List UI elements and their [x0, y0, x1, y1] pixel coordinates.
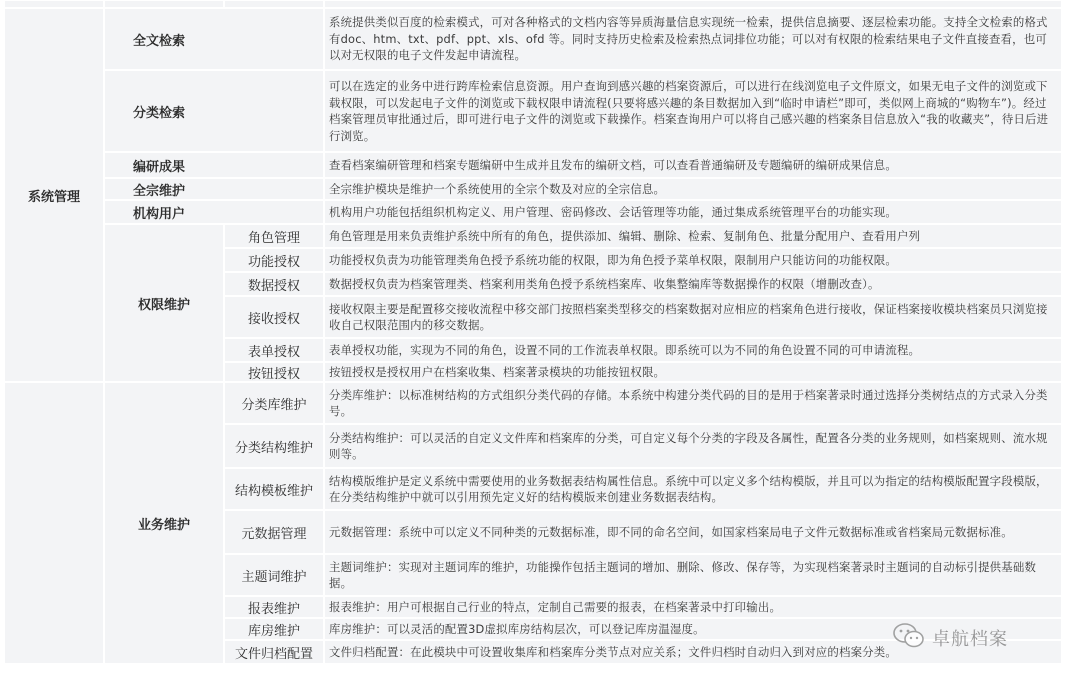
row-name: 接收授权 — [224, 296, 324, 338]
row-description: 表单授权功能，实现为不同的角色，设置不同的工作流表单权限。即系统可以为不同的角色设置不同的可申请流程。 — [324, 338, 1062, 362]
table-cell-top — [224, 0, 324, 8]
row-description: 文件归档配置：在此模块中可设置收集库和档案库分类节点对应关系；文件归档时自动归入到对应的档案分类。 — [324, 640, 1062, 664]
row-description: 分类库维护：以标准树结构的方式组织分类代码的存储。本系统中构建分类代码的目的是用于档案著录时通过选择分类树结点的方式录入分类号。 — [324, 382, 1062, 424]
row-name: 功能授权 — [224, 248, 324, 272]
row-name: 结构模板维护 — [224, 468, 324, 510]
row-description: 数据授权负责为档案管理类、档案利用类角色授予系统档案库、收集整编库等数据操作的权限（增删改查）。 — [324, 272, 1062, 296]
row-description: 机构用户功能包括组织机构定义、用户管理、密码修改、会话管理等功能，通过集成系统管理平台的功能实现。 — [324, 200, 1062, 224]
category-business-maintenance: 业务维护 — [104, 382, 224, 664]
row-description: 按钮授权是授权用户在档案收集、档案著录模块的功能按钮权限。 — [324, 362, 1062, 382]
row-name: 角色管理 — [224, 224, 324, 248]
watermark — [892, 622, 1008, 654]
row-description: 查看档案编研管理和档案专题编研中生成并且发布的编研文档，可以查看普通编研及专题编研的编研成果信息。 — [324, 152, 1062, 178]
row-name: 报表维护 — [224, 596, 324, 618]
row-name: 全宗维护 — [104, 178, 324, 200]
table-cell-top — [4, 0, 104, 8]
row-name: 库房维护 — [224, 618, 324, 640]
row-description: 库房维护：可以灵活的配置3D虚拟库房结构层次，可以登记库房温湿度。 — [324, 618, 1062, 640]
row-name: 数据授权 — [224, 272, 324, 296]
row-description: 元数据管理：系统中可以定义不同种类的元数据标准，即不同的命名空间，如国家档案局电子文件元数据标准或省档案局元数据标准。 — [324, 510, 1062, 554]
row-description: 分类结构维护：可以灵活的自定义文件库和档案库的分类，可自定义每个分类的字段及各属性，配置各分类的业务规则，如档案规则、流水规则等。 — [324, 424, 1062, 468]
row-name: 表单授权 — [224, 338, 324, 362]
row-description: 功能授权负责为功能管理类角色授予系统功能的权限，即为角色授予菜单权限，限制用户只能访问的功能权限。 — [324, 248, 1062, 272]
row-description: 全宗维护模块是维护一个系统使用的全宗个数及对应的全宗信息。 — [324, 178, 1062, 200]
row-description: 角色管理是用来负责维护系统中所有的角色，提供添加、编辑、删除、检索、复制角色、批量分配用户、查看用户列 — [324, 224, 1062, 248]
row-name: 编研成果 — [104, 152, 324, 178]
category-permission-maintenance: 权限维护 — [104, 224, 224, 382]
category-system-management: 系统管理 — [4, 8, 104, 382]
row-name: 分类检索 — [104, 70, 324, 152]
watermark-text: 卓航档案 — [932, 629, 1008, 650]
category-empty — [4, 382, 104, 664]
row-name: 文件归档配置 — [224, 640, 324, 664]
row-description: 系统提供类似百度的检索模式，可对各种格式的文档内容等异质海量信息实现统一检索，提供信息摘要、逐层检索功能。支持全文检索的格式有doc、htm、txt、pdf、ppt、xls、ofd 等。同时支持历史检索及检索热点词排位功能；可以对有权限的检索结果电子文件直接查看，也可以对无权限的电子文件发起申请流程。 — [324, 8, 1062, 70]
row-name: 按钮授权 — [224, 362, 324, 382]
row-description: 结构模版维护是定义系统中需要使用的业务数据表结构属性信息。系统中可以定义多个结构模版，并且可以为指定的结构模版配置字段模版，在分类结构维护中就可以引用预先定义好的结构模版来创建业务数据表结构。 — [324, 468, 1062, 510]
row-name: 主题词维护 — [224, 554, 324, 596]
row-name: 机构用户 — [104, 200, 324, 224]
wechat-icon — [892, 622, 926, 654]
row-name: 分类结构维护 — [224, 424, 324, 468]
row-description: 可以在选定的业务中进行跨库检索信息资源。用户查询到感兴趣的档案资源后，可以进行在线浏览电子文件原文，如果无电子文件的浏览或下载权限，可以发起电子文件的浏览或下载权限申请流程(只要将感兴趣的条目数据加入到“临时申请栏”即可，类似网上商城的“购物车”)。经过档案管理员审批通过后，即可进行电子文件的浏览或下载操作。档案查询用户可以将自己感兴趣的档案条目信息放入“我的收藏夹”，待日后进行浏览。 — [324, 70, 1062, 152]
row-name: 分类库维护 — [224, 382, 324, 424]
row-name: 元数据管理 — [224, 510, 324, 554]
row-description: 接收权限主要是配置移交接收流程中移交部门按照档案类型移交的档案数据对应相应的档案角色进行接收，保证档案接收模块档案员只浏览接收自己权限范围内的移交数据。 — [324, 296, 1062, 338]
row-name: 全文检索 — [104, 8, 324, 70]
table-cell-top — [104, 0, 224, 8]
table-cell-top — [324, 0, 1062, 8]
row-description: 报表维护：用户可根据自己行业的特点，定制自己需要的报表，在档案著录中打印输出。 — [324, 596, 1062, 618]
row-description: 主题词维护：实现对主题词库的维护，功能操作包括主题词的增加、删除、修改、保存等，为实现档案著录时主题词的自动标引提供基础数据。 — [324, 554, 1062, 596]
